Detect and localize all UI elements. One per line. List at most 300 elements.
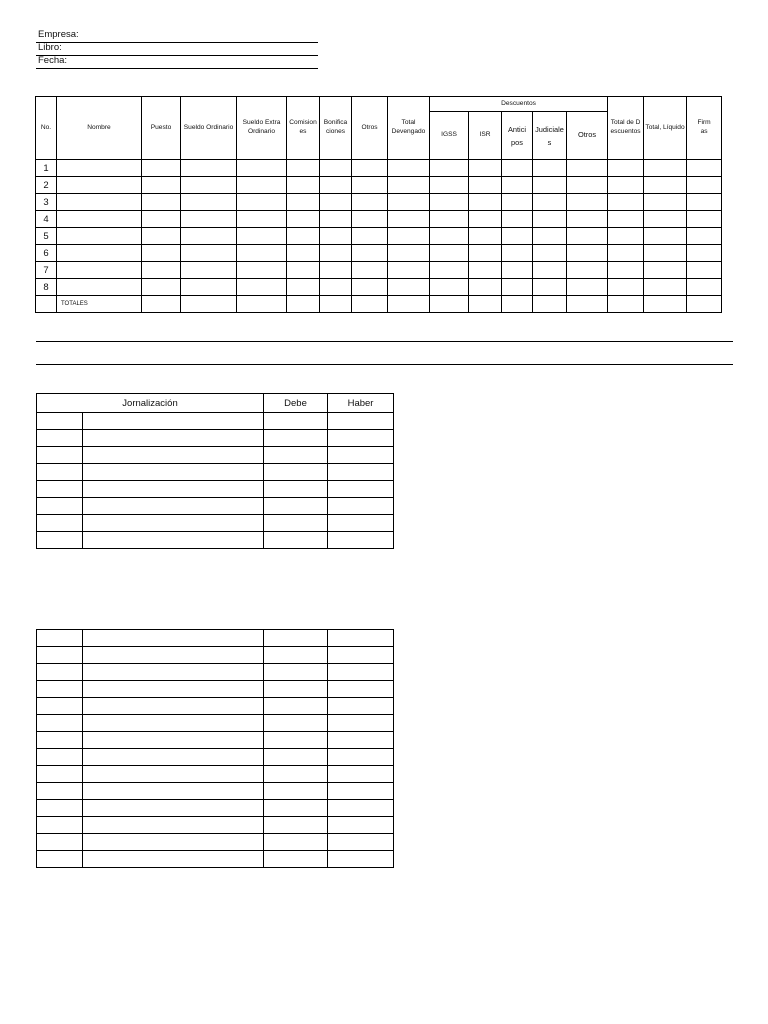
payroll-cell[interactable] xyxy=(287,296,320,313)
journal-debe-cell[interactable] xyxy=(264,766,328,783)
journal-entry-number-cell[interactable] xyxy=(37,647,83,664)
journal-debe-cell[interactable] xyxy=(264,647,328,664)
journal-debe-cell[interactable] xyxy=(264,783,328,800)
payroll-cell[interactable] xyxy=(287,279,320,296)
payroll-cell[interactable] xyxy=(533,296,567,313)
col-firmas: Firmas xyxy=(687,97,722,160)
payroll-cell[interactable] xyxy=(430,262,469,279)
payroll-cell[interactable] xyxy=(320,228,352,245)
payroll-cell[interactable] xyxy=(608,262,644,279)
payroll-cell[interactable] xyxy=(352,279,388,296)
payroll-cell[interactable] xyxy=(469,160,502,177)
journal-account-cell[interactable] xyxy=(83,732,264,749)
journal-debe-cell[interactable] xyxy=(264,532,328,549)
payroll-cell[interactable] xyxy=(237,194,287,211)
fecha-label: Fecha: xyxy=(38,55,68,66)
payroll-cell[interactable] xyxy=(644,177,687,194)
payroll-cell[interactable] xyxy=(142,228,181,245)
payroll-cell[interactable] xyxy=(469,211,502,228)
payroll-cell[interactable] xyxy=(502,177,533,194)
payroll-cell[interactable] xyxy=(644,262,687,279)
payroll-cell[interactable] xyxy=(533,228,567,245)
libro-label: Libro: xyxy=(38,42,62,53)
row-number: 3 xyxy=(36,194,57,211)
payroll-row xyxy=(36,160,722,177)
fecha-field[interactable] xyxy=(36,55,318,69)
payroll-row xyxy=(36,228,722,245)
payroll-row xyxy=(36,177,722,194)
payroll-cell[interactable] xyxy=(644,228,687,245)
payroll-cell[interactable] xyxy=(142,279,181,296)
payroll-cell[interactable] xyxy=(430,194,469,211)
journal-title: Jornalización xyxy=(37,394,264,413)
payroll-cell[interactable] xyxy=(608,194,644,211)
payroll-cell[interactable] xyxy=(687,228,722,245)
payroll-cell[interactable] xyxy=(388,228,430,245)
journal-entry-number-cell[interactable] xyxy=(37,515,83,532)
payroll-cell[interactable] xyxy=(608,296,644,313)
col-puesto: Puesto xyxy=(142,97,181,160)
journal-debe-cell[interactable] xyxy=(264,732,328,749)
journal-row xyxy=(37,430,394,447)
journal-haber-cell[interactable] xyxy=(328,851,394,868)
journal-entry-number-cell[interactable] xyxy=(37,430,83,447)
journal-haber-cell[interactable] xyxy=(328,481,394,498)
payroll-cell[interactable] xyxy=(533,211,567,228)
journal-entry-number-cell[interactable] xyxy=(37,464,83,481)
payroll-cell[interactable] xyxy=(237,245,287,262)
payroll-cell[interactable] xyxy=(567,262,608,279)
empresa-field[interactable] xyxy=(36,29,318,43)
payroll-cell[interactable] xyxy=(287,245,320,262)
journal-debe-header: Debe xyxy=(264,394,328,413)
journal-account-cell[interactable] xyxy=(83,851,264,868)
journal-account-cell[interactable] xyxy=(83,664,264,681)
payroll-cell[interactable] xyxy=(533,279,567,296)
col-otros: Otros xyxy=(352,97,388,160)
journal-row xyxy=(37,664,394,681)
payroll-cell[interactable] xyxy=(320,245,352,262)
payroll-cell[interactable] xyxy=(352,211,388,228)
payroll-cell[interactable] xyxy=(388,296,430,313)
payroll-cell[interactable] xyxy=(430,296,469,313)
col-sueldo-extra: Sueldo Extra Ordinario xyxy=(237,97,287,160)
col-total-liquido: Total, Líquido xyxy=(644,97,687,160)
journal-entry-number-cell[interactable] xyxy=(37,413,83,430)
payroll-cell[interactable] xyxy=(469,228,502,245)
libro-field[interactable] xyxy=(36,42,318,56)
journal-row xyxy=(37,447,394,464)
payroll-row xyxy=(36,262,722,279)
payroll-cell[interactable] xyxy=(388,211,430,228)
journal-haber-cell[interactable] xyxy=(328,498,394,515)
journal-debe-cell[interactable] xyxy=(264,515,328,532)
row-number: 8 xyxy=(36,279,57,296)
payroll-cell[interactable] xyxy=(142,160,181,177)
journal-entry-number-cell[interactable] xyxy=(37,749,83,766)
payroll-cell[interactable] xyxy=(502,211,533,228)
journal-account-cell[interactable] xyxy=(83,681,264,698)
row-number: 7 xyxy=(36,262,57,279)
journal-account-cell[interactable] xyxy=(83,464,264,481)
journal-row xyxy=(37,715,394,732)
journal-entry-number-cell[interactable] xyxy=(37,664,83,681)
payroll-cell[interactable] xyxy=(181,296,237,313)
payroll-cell[interactable] xyxy=(181,262,237,279)
payroll-cell[interactable] xyxy=(608,177,644,194)
payroll-row xyxy=(36,211,722,228)
journal-entry-number-cell[interactable] xyxy=(37,817,83,834)
journal-haber-cell[interactable] xyxy=(328,532,394,549)
journal-haber-cell[interactable] xyxy=(328,413,394,430)
payroll-cell[interactable] xyxy=(567,279,608,296)
payroll-cell[interactable] xyxy=(352,262,388,279)
payroll-cell[interactable] xyxy=(687,160,722,177)
journal-account-cell[interactable] xyxy=(83,834,264,851)
journal-row xyxy=(37,817,394,834)
payroll-cell[interactable] xyxy=(644,211,687,228)
payroll-cell[interactable] xyxy=(57,160,142,177)
journal-haber-cell[interactable] xyxy=(328,664,394,681)
payroll-cell[interactable] xyxy=(320,279,352,296)
journal-entry-number-cell[interactable] xyxy=(37,481,83,498)
journal-row xyxy=(37,732,394,749)
payroll-cell[interactable] xyxy=(142,296,181,313)
payroll-cell[interactable] xyxy=(430,211,469,228)
payroll-cell[interactable] xyxy=(352,296,388,313)
payroll-cell[interactable] xyxy=(687,211,722,228)
payroll-cell[interactable] xyxy=(352,177,388,194)
payroll-cell[interactable] xyxy=(608,245,644,262)
journal-haber-cell[interactable] xyxy=(328,681,394,698)
payroll-cell[interactable] xyxy=(287,262,320,279)
payroll-cell[interactable] xyxy=(352,245,388,262)
journal-row xyxy=(37,498,394,515)
payroll-cell[interactable] xyxy=(320,211,352,228)
separator-line-1 xyxy=(36,341,733,342)
payroll-cell[interactable] xyxy=(237,262,287,279)
journal-haber-cell[interactable] xyxy=(328,430,394,447)
row-number: 5 xyxy=(36,228,57,245)
journal-haber-cell[interactable] xyxy=(328,749,394,766)
payroll-cell[interactable] xyxy=(181,194,237,211)
payroll-cell[interactable] xyxy=(237,296,287,313)
payroll-cell[interactable] xyxy=(57,177,142,194)
totales-label: TOTALES xyxy=(57,296,142,313)
journal-account-cell[interactable] xyxy=(83,498,264,515)
journal-haber-cell[interactable] xyxy=(328,630,394,647)
empresa-label: Empresa: xyxy=(38,29,79,40)
journal-account-cell[interactable] xyxy=(83,630,264,647)
payroll-cell[interactable] xyxy=(502,228,533,245)
journal-haber-header: Haber xyxy=(328,394,394,413)
journal-debe-cell[interactable] xyxy=(264,834,328,851)
payroll-cell[interactable] xyxy=(567,211,608,228)
payroll-cell[interactable] xyxy=(181,211,237,228)
journal-entry-number-cell[interactable] xyxy=(37,834,83,851)
payroll-cell[interactable] xyxy=(320,262,352,279)
journal-haber-cell[interactable] xyxy=(328,698,394,715)
journal-row xyxy=(37,783,394,800)
payroll-cell[interactable] xyxy=(237,279,287,296)
journal-haber-cell[interactable] xyxy=(328,715,394,732)
payroll-cell[interactable] xyxy=(469,296,502,313)
payroll-cell[interactable] xyxy=(469,194,502,211)
payroll-cell[interactable] xyxy=(142,177,181,194)
journal-account-cell[interactable] xyxy=(83,481,264,498)
journal-account-cell[interactable] xyxy=(83,515,264,532)
journal-debe-cell[interactable] xyxy=(264,464,328,481)
journal-debe-cell[interactable] xyxy=(264,698,328,715)
payroll-cell[interactable] xyxy=(57,279,142,296)
journal-haber-cell[interactable] xyxy=(328,766,394,783)
payroll-row xyxy=(36,194,722,211)
row-number: 1 xyxy=(36,160,57,177)
journal-account-cell[interactable] xyxy=(83,532,264,549)
journal-entry-number-cell[interactable] xyxy=(37,800,83,817)
payroll-cell[interactable] xyxy=(320,296,352,313)
payroll-cell[interactable] xyxy=(644,194,687,211)
payroll-cell[interactable] xyxy=(388,262,430,279)
journal-account-cell[interactable] xyxy=(83,766,264,783)
payroll-table xyxy=(35,96,722,313)
journal-row xyxy=(37,800,394,817)
journal-debe-cell[interactable] xyxy=(264,715,328,732)
payroll-cell[interactable] xyxy=(687,177,722,194)
payroll-cell[interactable] xyxy=(608,211,644,228)
journal-account-cell[interactable] xyxy=(83,715,264,732)
payroll-cell[interactable] xyxy=(687,262,722,279)
payroll-cell[interactable] xyxy=(142,211,181,228)
journal-row xyxy=(37,413,394,430)
journal-row xyxy=(37,647,394,664)
journal-row xyxy=(37,698,394,715)
col-no: No. xyxy=(36,97,57,160)
payroll-cell[interactable] xyxy=(237,228,287,245)
payroll-cell[interactable] xyxy=(687,279,722,296)
journal-debe-cell[interactable] xyxy=(264,498,328,515)
journal-account-cell[interactable] xyxy=(83,647,264,664)
journal-debe-cell[interactable] xyxy=(264,430,328,447)
journal-entry-number-cell[interactable] xyxy=(37,498,83,515)
journal-row xyxy=(37,766,394,783)
journal-table xyxy=(36,393,394,549)
journal-account-cell[interactable] xyxy=(83,698,264,715)
journal-haber-cell[interactable] xyxy=(328,817,394,834)
journal-entry-number-cell[interactable] xyxy=(37,681,83,698)
payroll-cell[interactable] xyxy=(502,296,533,313)
payroll-cell[interactable] xyxy=(567,160,608,177)
journal-account-cell[interactable] xyxy=(83,817,264,834)
payroll-cell[interactable] xyxy=(608,279,644,296)
payroll-cell[interactable] xyxy=(430,160,469,177)
journal-account-cell[interactable] xyxy=(83,783,264,800)
payroll-cell[interactable] xyxy=(644,279,687,296)
payroll-cell[interactable] xyxy=(287,228,320,245)
journal-debe-cell[interactable] xyxy=(264,481,328,498)
journal-entry-number-cell[interactable] xyxy=(37,783,83,800)
journal-haber-cell[interactable] xyxy=(328,783,394,800)
journal-account-cell[interactable] xyxy=(83,447,264,464)
col-anticipos: Anticipos xyxy=(502,112,533,160)
journal-debe-cell[interactable] xyxy=(264,681,328,698)
journal-haber-cell[interactable] xyxy=(328,732,394,749)
journal-debe-cell[interactable] xyxy=(264,800,328,817)
payroll-cell[interactable] xyxy=(287,160,320,177)
journal-account-cell[interactable] xyxy=(83,413,264,430)
payroll-cell[interactable] xyxy=(237,160,287,177)
journal-haber-cell[interactable] xyxy=(328,647,394,664)
journal-haber-cell[interactable] xyxy=(328,464,394,481)
payroll-cell[interactable] xyxy=(533,262,567,279)
journal-entry-number-cell[interactable] xyxy=(37,698,83,715)
payroll-cell[interactable] xyxy=(142,194,181,211)
payroll-cell[interactable] xyxy=(388,160,430,177)
payroll-cell[interactable] xyxy=(644,245,687,262)
journal-row xyxy=(37,630,394,647)
payroll-cell[interactable] xyxy=(388,194,430,211)
payroll-cell[interactable] xyxy=(320,177,352,194)
payroll-row xyxy=(36,245,722,262)
journal-account-cell[interactable] xyxy=(83,749,264,766)
payroll-cell[interactable] xyxy=(430,245,469,262)
journal-debe-cell[interactable] xyxy=(264,630,328,647)
col-comisiones: Comisiones xyxy=(287,97,320,160)
payroll-cell[interactable] xyxy=(430,177,469,194)
payroll-cell[interactable] xyxy=(502,194,533,211)
col-otros-descuentos: Otros xyxy=(567,112,608,160)
journal-debe-cell[interactable] xyxy=(264,749,328,766)
payroll-cell[interactable] xyxy=(142,262,181,279)
payroll-cell[interactable] xyxy=(181,160,237,177)
payroll-cell[interactable] xyxy=(502,160,533,177)
payroll-cell[interactable] xyxy=(469,279,502,296)
payroll-cell[interactable] xyxy=(567,245,608,262)
payroll-cell[interactable] xyxy=(287,177,320,194)
journal-haber-cell[interactable] xyxy=(328,515,394,532)
journal-entry-number-cell[interactable] xyxy=(37,532,83,549)
row-number: 6 xyxy=(36,245,57,262)
payroll-cell[interactable] xyxy=(287,194,320,211)
journal-row xyxy=(37,851,394,868)
payroll-cell[interactable] xyxy=(36,296,57,313)
journal-row xyxy=(37,681,394,698)
payroll-cell[interactable] xyxy=(687,245,722,262)
payroll-cell[interactable] xyxy=(533,245,567,262)
payroll-cell[interactable] xyxy=(181,245,237,262)
journal-debe-cell[interactable] xyxy=(264,413,328,430)
payroll-cell[interactable] xyxy=(287,211,320,228)
journal-entry-number-cell[interactable] xyxy=(37,447,83,464)
col-descuentos: Descuentos xyxy=(430,97,608,112)
journal-haber-cell[interactable] xyxy=(328,447,394,464)
payroll-cell[interactable] xyxy=(352,228,388,245)
payroll-cell[interactable] xyxy=(502,279,533,296)
payroll-cell[interactable] xyxy=(388,279,430,296)
payroll-cell[interactable] xyxy=(567,228,608,245)
journal-haber-cell[interactable] xyxy=(328,800,394,817)
payroll-cell[interactable] xyxy=(644,296,687,313)
journal-row xyxy=(37,464,394,481)
col-total-descuentos: Total de Descuentos xyxy=(608,97,644,160)
journal-debe-cell[interactable] xyxy=(264,447,328,464)
journal-entry-number-cell[interactable] xyxy=(37,630,83,647)
payroll-cell[interactable] xyxy=(352,160,388,177)
journal-account-cell[interactable] xyxy=(83,800,264,817)
payroll-row xyxy=(36,279,722,296)
payroll-cell[interactable] xyxy=(388,245,430,262)
payroll-cell[interactable] xyxy=(687,194,722,211)
payroll-cell[interactable] xyxy=(567,296,608,313)
payroll-cell[interactable] xyxy=(533,177,567,194)
payroll-totals-row xyxy=(36,296,722,313)
payroll-cell[interactable] xyxy=(57,194,142,211)
col-bonificaciones: Bonificaciones xyxy=(320,97,352,160)
payroll-cell[interactable] xyxy=(142,245,181,262)
col-sueldo-ordinario: Sueldo Ordinario xyxy=(181,97,237,160)
payroll-cell[interactable] xyxy=(469,245,502,262)
payroll-cell[interactable] xyxy=(533,194,567,211)
payroll-cell[interactable] xyxy=(181,228,237,245)
payroll-cell[interactable] xyxy=(181,177,237,194)
payroll-cell[interactable] xyxy=(430,279,469,296)
payroll-cell[interactable] xyxy=(430,228,469,245)
journal-row xyxy=(37,834,394,851)
payroll-cell[interactable] xyxy=(57,211,142,228)
payroll-cell[interactable] xyxy=(608,228,644,245)
payroll-cell[interactable] xyxy=(181,279,237,296)
journal-row xyxy=(37,481,394,498)
payroll-cell[interactable] xyxy=(644,160,687,177)
journal-row xyxy=(37,515,394,532)
journal-row xyxy=(37,532,394,549)
payroll-cell[interactable] xyxy=(237,211,287,228)
journal-entry-number-cell[interactable] xyxy=(37,766,83,783)
journal-row xyxy=(37,749,394,766)
journal-entry-number-cell[interactable] xyxy=(37,851,83,868)
col-judiciales: Judiciales xyxy=(533,112,567,160)
payroll-cell[interactable] xyxy=(388,177,430,194)
col-igss: IGSS xyxy=(430,112,469,160)
separator-line-2 xyxy=(36,364,733,365)
journal-continuation-table xyxy=(36,629,394,868)
journal-entry-number-cell[interactable] xyxy=(37,715,83,732)
payroll-cell[interactable] xyxy=(320,160,352,177)
payroll-cell[interactable] xyxy=(237,177,287,194)
payroll-cell[interactable] xyxy=(320,194,352,211)
payroll-cell[interactable] xyxy=(57,228,142,245)
payroll-cell[interactable] xyxy=(608,160,644,177)
payroll-cell[interactable] xyxy=(687,296,722,313)
journal-debe-cell[interactable] xyxy=(264,817,328,834)
payroll-cell[interactable] xyxy=(57,245,142,262)
payroll-cell[interactable] xyxy=(502,245,533,262)
payroll-cell[interactable] xyxy=(469,177,502,194)
payroll-cell[interactable] xyxy=(567,177,608,194)
payroll-cell[interactable] xyxy=(57,262,142,279)
journal-haber-cell[interactable] xyxy=(328,834,394,851)
row-number: 4 xyxy=(36,211,57,228)
journal-debe-cell[interactable] xyxy=(264,851,328,868)
payroll-cell[interactable] xyxy=(502,262,533,279)
payroll-cell[interactable] xyxy=(567,194,608,211)
journal-account-cell[interactable] xyxy=(83,430,264,447)
payroll-cell[interactable] xyxy=(469,262,502,279)
journal-debe-cell[interactable] xyxy=(264,664,328,681)
payroll-cell[interactable] xyxy=(352,194,388,211)
payroll-cell[interactable] xyxy=(533,160,567,177)
journal-entry-number-cell[interactable] xyxy=(37,732,83,749)
